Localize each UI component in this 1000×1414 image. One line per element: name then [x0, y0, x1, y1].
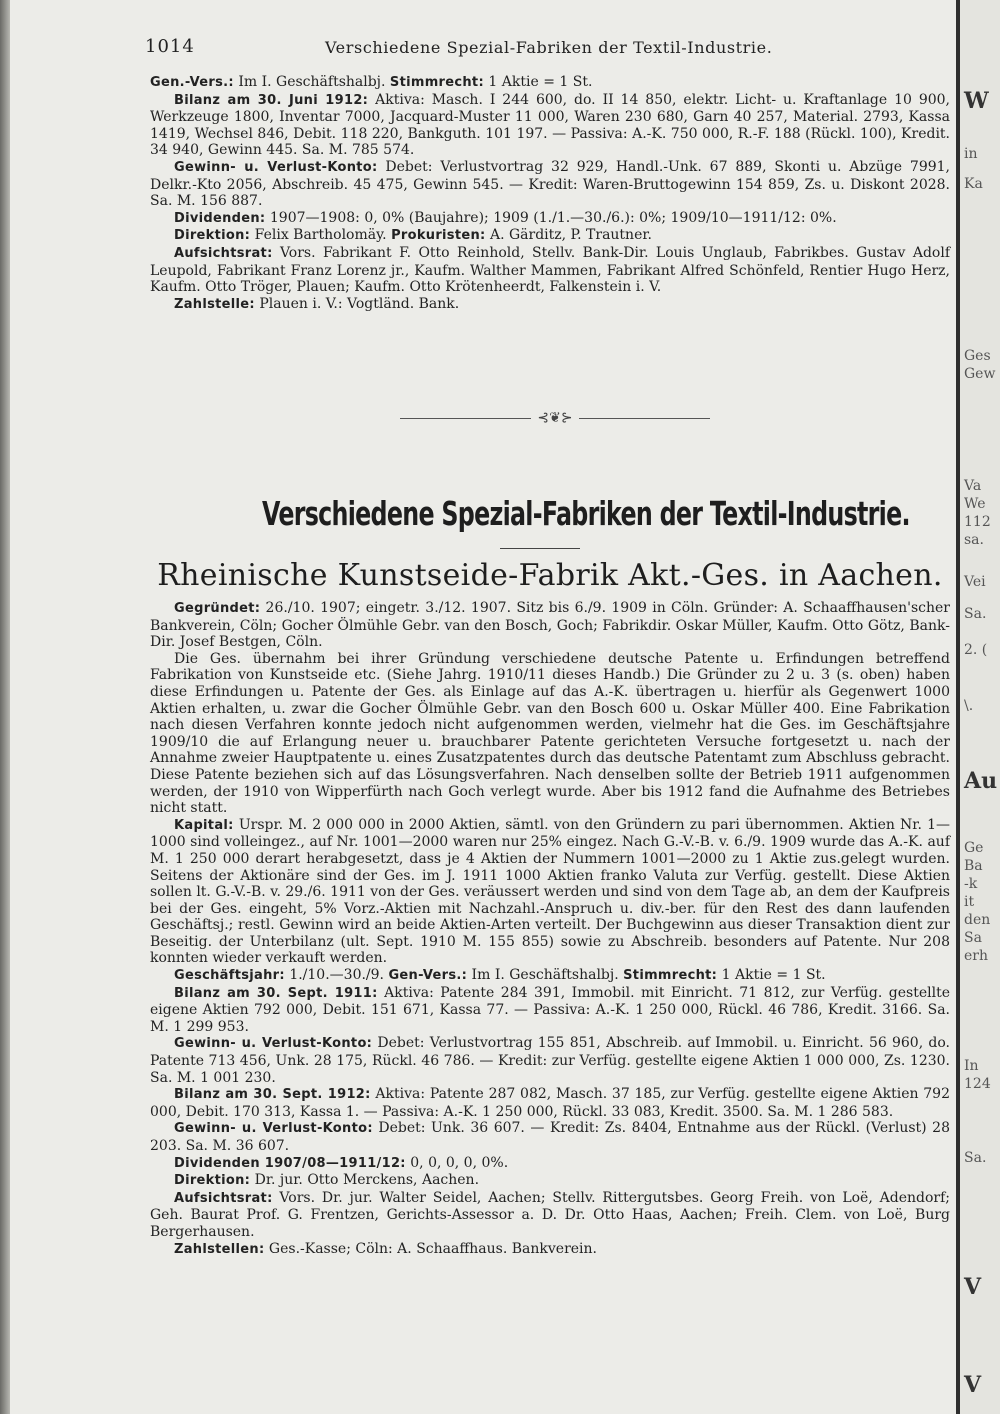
margin-fragment: Sa — [964, 930, 982, 946]
margin-fragment: 124 — [964, 1076, 991, 1092]
entry-bilanz-1911: Bilanz am 30. Sept. 1911: Aktiva: Patente 284 391, Immobil. mit Einricht. 71 812, zur Verfüg. gestellte eigene Aktien 792 000, Debit. 151 671, Kassa 77. — Passiva: A.-K. 1 250 000, Rückl. 46 786, Kredit. 3166. Sa. M. 1 299 953. — [150, 984, 950, 1035]
entry-direktion: Direktion: Felix Bartholomäy. Prokuristen: A. Gärditz, P. Trautner. — [174, 227, 652, 244]
margin-fragment: in — [964, 146, 978, 162]
running-title: Verschiedene Spezial-Fabriken der Textil-Industrie. — [325, 38, 773, 57]
entry-zahlstelle: Zahlstelle: Plauen i. V.: Vogtländ. Bank. — [174, 295, 460, 312]
entry-description: Die Ges. übernahm bei ihrer Gründung verschiedene deutsche Patente u. Erfindungen betreffend Fabrikation von Kunstseide etc. (Siehe Jahrg. 1910/11 dieses Handb.) Die Gründer zu 2 u. 3 (s. oben) haben diese Erfindungen u. Patente der Ges. als Einlage auf das A.-K. übertragen u. hierfür als Gegenwert 1000 Aktien erhalten, u. zwar die Gocher Ölmühle Gebr. van den Bosch 600 u. Oskar Müller 400. Eine Fabrikation nach diesen Verfahren konnte jedoch nicht aufgenommen werden, vielmehr hat die Ges. im Geschäftsjahre 1909/10 die auf Erlangung neuer u. brauchbarer Patente gerichteten Versuche fortgesetzt u. nach der Annahme zweier Hauptpatente u. eines Zusatzpatentes durch das deutsche Patentamt zum Abschluss gebracht. Diese Patente beziehen sich auf das Lösungsverfahren. Nach denselben sollte der Betrieb 1911 aufgenommen werden, der 1910 von Wipperfürth nach Goch verlegt wurde. Aber bis 1912 fand die Aufnahme des Betriebes nicht statt. — [150, 650, 950, 817]
margin-fragment: Va — [964, 478, 982, 494]
margin-fragment: W — [964, 88, 989, 114]
margin-fragment: 112 — [964, 514, 991, 530]
entry-gewinn-verlust-1912: Gewinn- u. Verlust-Konto: Debet: Unk. 36 607. — Kredit: Zs. 8404, Entnahme aus der Rückl. (Verlust) 28 203. Sa. M. 36 607. — [150, 1120, 950, 1154]
margin-fragment: sa. — [964, 532, 984, 548]
book-spine-shadow — [0, 0, 10, 1414]
entry-gegruendet: Gegründet: 26./10. 1907; eingetr. 3./12. 1907. Sitz bis 6./9. 1909 in Cöln. Gründer: A. Schaaffhausen'scher Bankverein, Cöln; Gocher Ölmühle Gebr. van den Bosch, Goch; Fabrikdir. Oskar Müller, Kaufm. Otto Götz, Bank-Dir. Josef Bestgen, Cöln. — [150, 600, 950, 651]
margin-fragment: Vei — [964, 574, 986, 590]
entry-aufsichtsrat: Aufsichtsrat: Vors. Fabrikant F. Otto Reinhold, Stellv. Bank-Dir. Louis Unglaub, Fabrikbes. Gustav Adolf Leupold, Fabrikant Franz Lorenz jr., Kaufm. Walther Mammen, Fabrikant Alfred Schönfeld, Rentier Hugo Herz, Kaufm. Otto Tröger, Plauen; Kaufm. Otto Krötenheerdt, Falkenstein i. V. — [150, 244, 950, 296]
margin-fragment: Ge — [964, 840, 984, 856]
section-title: Verschiedene Spezial-Fabriken der Textil-Industrie. — [262, 494, 910, 533]
section-ornament — [400, 406, 710, 430]
entry-geschaeftsjahr: Geschäftsjahr: 1./10.—30./9. Gen-Vers.: Im I. Geschäftshalbj. Stimmrecht: 1 Aktie = 1 St. — [174, 967, 826, 984]
entry-aufsichtsrat-company: Aufsichtsrat: Vors. Dr. jur. Walter Seidel, Aachen; Stellv. Rittergutsbes. Georg Freih. von Loë, Adendorf; Geh. Baurat Prof. G. Frentzen, Gerichts-Assessor a. D. Dr. Otto Haas, Aachen; Freih. Clem. von Loë, Burg Bergerhausen. — [150, 1189, 950, 1240]
page-header — [145, 36, 945, 60]
entry-dividenden: Dividenden: 1907—1908: 0, 0% (Baujahre); 1909 (1./1.—30./6.): 0%; 1909/10—1911/12: 0%. — [174, 209, 837, 226]
margin-fragment: Sa. — [964, 1150, 987, 1166]
margin-fragment: V — [964, 1274, 982, 1300]
company-title: Rheinische Kunstseide-Fabrik Akt.-Ges. in Aachen. — [157, 558, 943, 593]
margin-fragment: Ba — [964, 858, 983, 874]
entry-kapital: Kapital: Urspr. M. 2 000 000 in 2000 Aktien, sämtl. von den Gründern zu pari übernommen. Aktien Nr. 1—1000 sind volleingez., auf Nr. 1001—2000 waren nur 25% eingez. Nach G.-V.-B. v. 6./9. 1909 wurde das A.-K. auf M. 1 250 000 derart herabgesetzt, dass je 4 Aktien der Nummern 1001—2000 zu 1 Aktie zus.gelegt wurden. Seitens der Aktionäre sind der Ges. im J. 1911 1000 Aktien franko Valuta zur Verfüg. gestellt. Diese Aktien sollen lt. G.-V.-B. v. 29./6. 1911 von der Ges. veräussert werden und sind von dem Tage ab, an dem der Kaufpreis bei der Ges. eingeht, 5% Vorz.-Aktien mit Nachzahl.-Anspruch u. div.-ber. für den Rest des dann laufenden Geschäftsj.; restl. Gewinn wird an beide Aktien-Arten verteilt. Der Buchgewinn aus dieser Transaktion dient zur Beseitig. der Unterbilanz (ult. Sept. 1910 M. 155 855) sowie zu Abschreib. besonders auf Patente. Nur 208 konnten wieder verkauft werden. — [150, 816, 950, 967]
title-rule — [500, 548, 580, 549]
previous-entry — [150, 74, 950, 313]
margin-fragment: Au — [964, 768, 998, 794]
facing-page-edge — [956, 0, 1000, 1414]
margin-fragment: den — [964, 912, 991, 928]
page-number: 1014 — [145, 36, 195, 57]
margin-fragment: Gew — [964, 366, 996, 382]
margin-fragment: We — [964, 496, 986, 512]
margin-fragment: erh — [964, 948, 988, 964]
company-entry — [150, 600, 950, 1258]
margin-fragment: Sa. — [964, 606, 987, 622]
entry-bilanz-1912: Bilanz am 30. Juni 1912: Aktiva: Masch. I 244 600, do. II 14 850, elektr. Licht- u. Kraftanlage 10 900, Werkzeuge 1800, Inventar 7000, Jacquard-Muster 11 000, Waren 230 680, Garn 40 257, Material. 2793, Kassa 1419, Wechsel 846, Debit. 118 220, Bankguth. 101 197. — Passiva: A.-K. 750 000, R.-F. 188 (Rückl. 100), Kredit. 34 940, Gewinn 445. Sa. M. 785 574. — [150, 91, 951, 159]
entry-gewinn-verlust: Gewinn- u. Verlust-Konto: Debet: Verlustvortrag 32 929, Handl.-Unk. 67 889, Skonti u. Abzüge 7991, Delkr.-Kto 2056, Abschreib. 45 475, Gewinn 545. — Kredit: Waren-Bruttogewinn 154 859, Zs. u. Diskont 2028. Sa. M. 156 887. — [150, 158, 950, 210]
margin-fragment: 2. ( — [964, 642, 988, 658]
margin-fragment: Ges — [964, 348, 991, 364]
margin-fragment: it — [964, 894, 975, 910]
entry-direktion-company: Direktion: Dr. jur. Otto Merckens, Aachen. — [174, 1172, 480, 1189]
margin-fragment: In — [964, 1058, 979, 1074]
margin-fragment: -k — [964, 876, 978, 892]
entry-bilanz-1912b: Bilanz am 30. Sept. 1912: Aktiva: Patente 287 082, Masch. 37 185, zur Verfüg. gestellte eigene Aktien 792 000, Debit. 170 313, Kassa 1. — Passiva: A.-K. 1 250 000, Rückl. 33 083, Kredit. 3500. Sa. M. 1 286 583. — [150, 1086, 950, 1120]
entry-gen-vers: Gen.-Vers.: Im I. Geschäftshalbj. Stimmrecht: 1 Aktie = 1 St. — [150, 74, 593, 90]
entry-gewinn-verlust-1911: Gewinn- u. Verlust-Konto: Debet: Verlustvortrag 155 851, Abschreib. auf Immobil. u. Einricht. 56 960, do. Patente 713 456, Unk. 28 175, Rückl. 46 786. — Kredit: zur Verfüg. gestellte eigene Aktien 1 000 000, Zs. 1230. Sa. M. 1 001 230. — [150, 1035, 950, 1086]
margin-fragment: Ka — [964, 176, 983, 192]
ornament-glyph: ⊰❦⊱ — [537, 410, 573, 426]
entry-dividenden-company: Dividenden 1907/08—1911/12: 0, 0, 0, 0, 0%. — [174, 1154, 509, 1171]
margin-fragment: V — [964, 1372, 982, 1398]
margin-fragment: \. — [964, 698, 974, 714]
entry-zahlstellen: Zahlstellen: Ges.-Kasse; Cöln: A. Schaaffhaus. Bankverein. — [174, 1240, 597, 1257]
